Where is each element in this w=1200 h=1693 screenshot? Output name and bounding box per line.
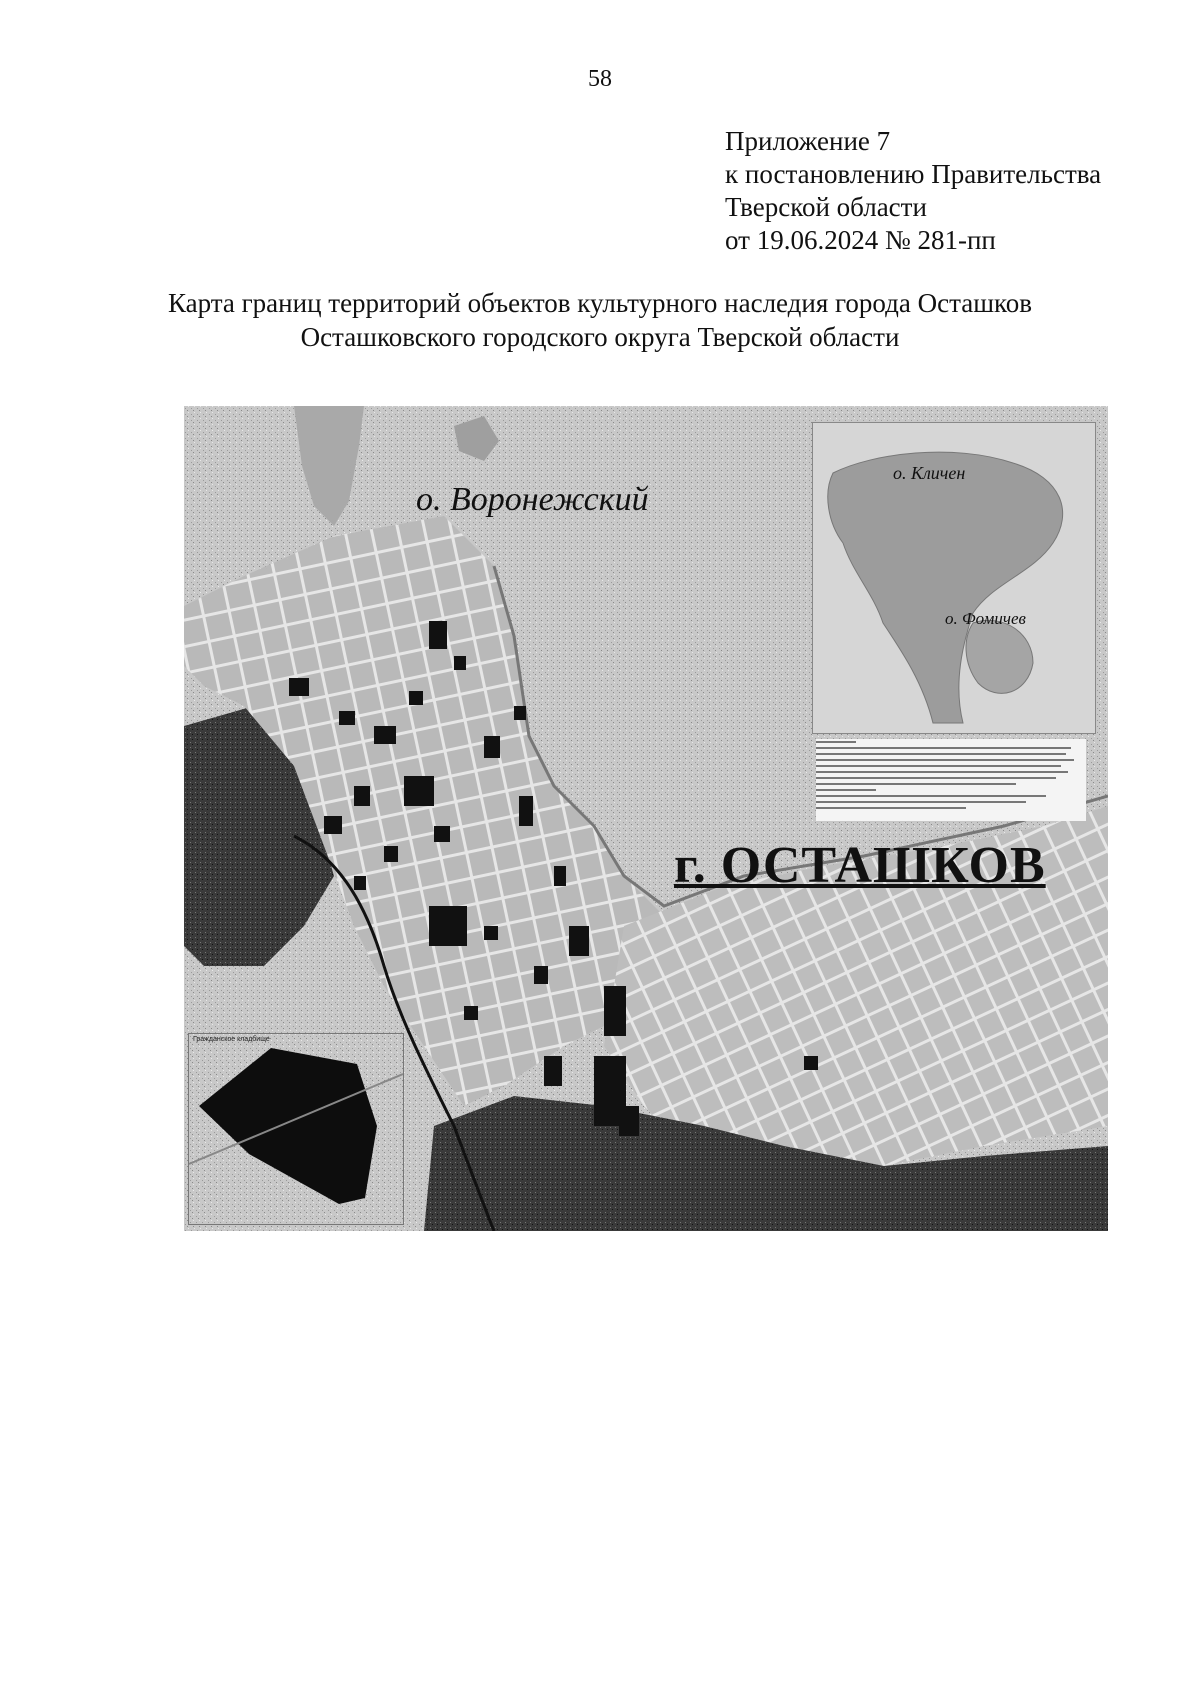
appendix-line-4: от 19.06.2024 № 281-пп <box>725 225 996 255</box>
map-title <box>60 286 1140 354</box>
appendix-line-1: Приложение 7 <box>725 126 891 156</box>
appendix-line-2: к постановлению Правительства <box>725 159 1102 189</box>
map-title-line-1: Карта границ территорий объектов культурного наследия города Осташков <box>167 288 1033 318</box>
inset-cemetery-image <box>189 1034 403 1224</box>
map-legend-fineprint <box>816 739 1086 821</box>
island-klichen-label: о. Кличен <box>893 463 966 483</box>
legend-text-lines <box>816 739 1078 813</box>
cemetery-inset-title: Гражданское кладбище <box>193 1036 270 1043</box>
page-number: 58 <box>588 66 612 92</box>
inset-islands-map <box>812 422 1096 734</box>
island-fomichev-label: о. Фомичев <box>945 609 1026 628</box>
island-voronezh-label: о. Воронежский <box>416 481 649 518</box>
map-title-line-2: Осташковского городского округа Тверской области <box>300 322 900 352</box>
appendix-line-3: Тверской области <box>725 192 927 222</box>
map-frame <box>184 406 1108 1231</box>
inset-cemetery-map <box>188 1033 404 1225</box>
city-name-label: г. ОСТАШКОВ <box>674 837 1046 894</box>
appendix-block <box>725 125 1101 257</box>
